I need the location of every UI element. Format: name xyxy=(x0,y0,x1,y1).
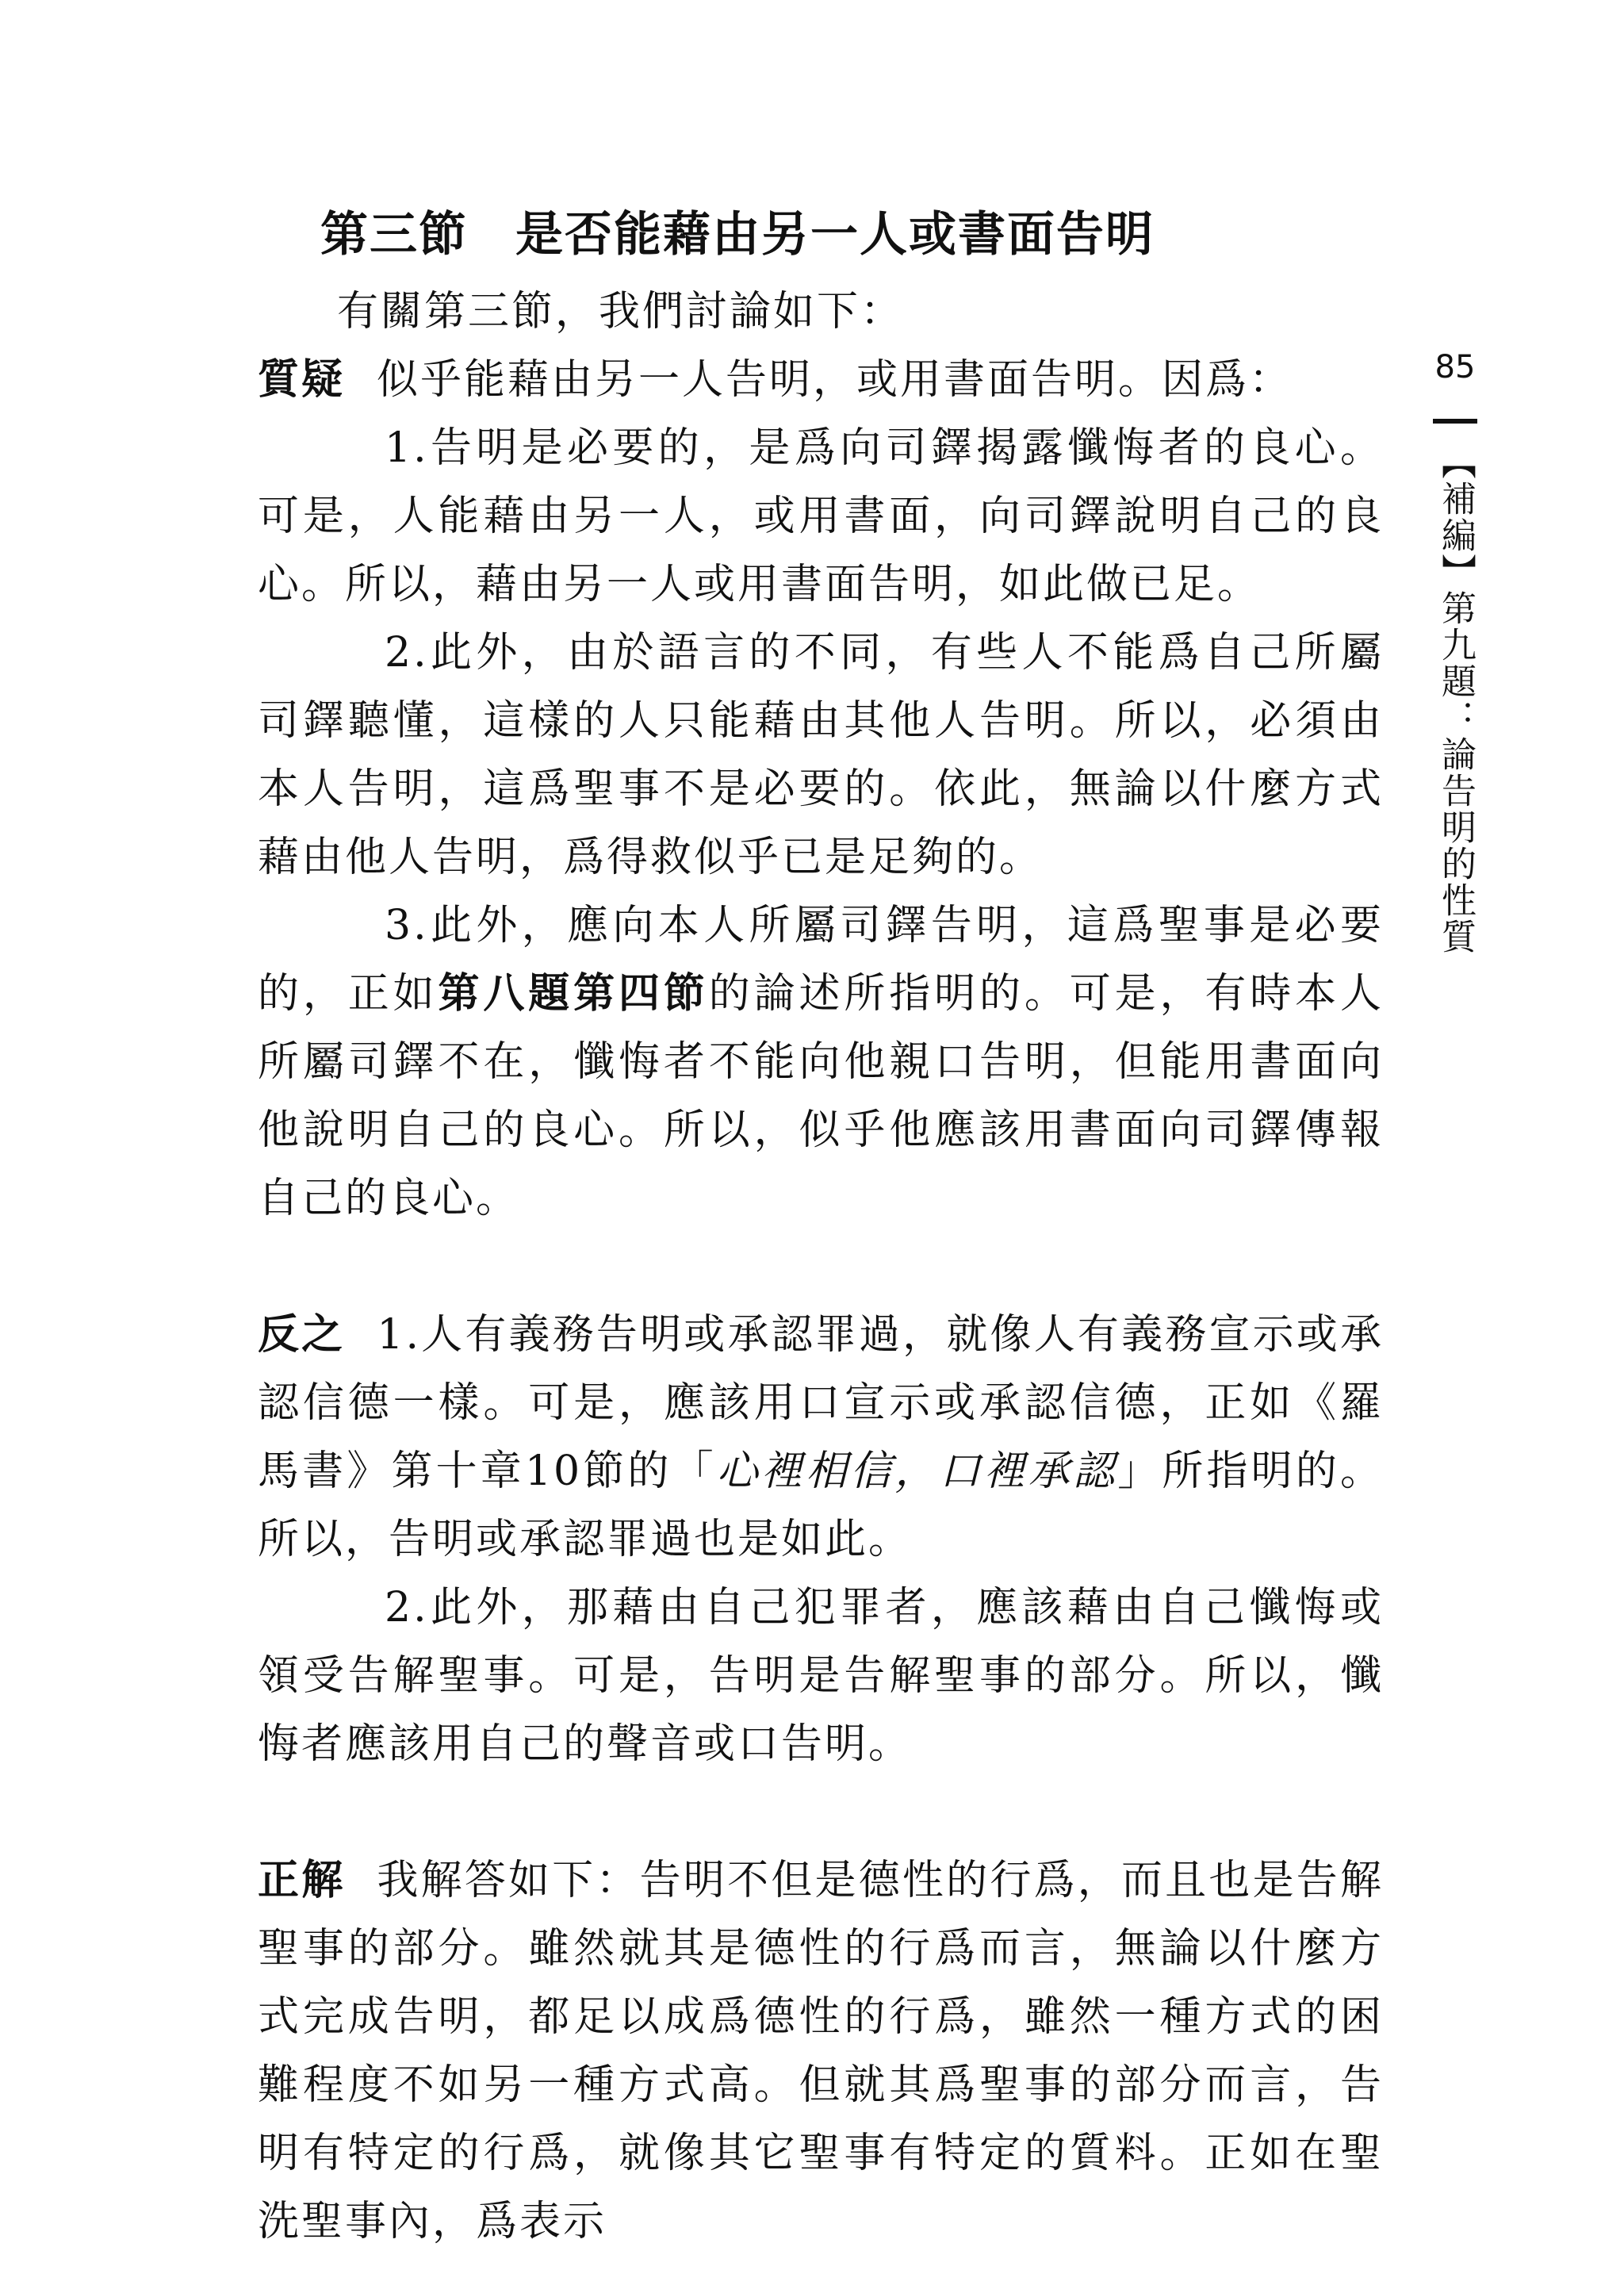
sed-contra-point-2: 2.此外，那藉由自己犯罪者，應該藉由自己懺悔或領受告解聖事。可是，告明是告解聖事的部分。所以，懺悔者應該用自己的聲音或口告明。 xyxy=(258,1584,1384,1768)
side-divider xyxy=(1433,419,1477,424)
objection-label: 質疑 xyxy=(258,356,346,404)
sed-contra-label: 反之 xyxy=(258,1311,346,1359)
scripture-quote: 心裡相信，口裡承認 xyxy=(716,1448,1118,1495)
intro-paragraph: 有關第三節，我們討論如下： xyxy=(337,288,905,336)
section-title xyxy=(262,197,1213,265)
objection-point-2: 2.此外，由於語言的不同，有些人不能爲自己所屬司鐸聽懂，這樣的人只能藉由其他人告明。所以，必須由本人告明，這爲聖事不是必要的。依此，無論以什麼方式藉由他人告明，爲得救似乎已是足夠的。 xyxy=(258,629,1384,881)
objection-lead: 質疑 似乎能藉由另一人告明，或用書面告明。因爲： xyxy=(258,356,1293,404)
answer-label: 正解 xyxy=(258,1857,346,1904)
section-number: 第三節 xyxy=(320,207,468,263)
section-heading: 是否能藉由另一人或書面告明 xyxy=(515,207,1155,263)
page-number: 85 xyxy=(1434,349,1476,385)
cross-reference: 第八題第四節 xyxy=(438,970,709,1018)
running-title: 【補編】第九題：論告明的性質 xyxy=(1435,444,1476,955)
side-margin xyxy=(1423,0,1487,1031)
main-text xyxy=(258,278,1384,2256)
objection-point-3: 3.此外，應向本人所屬司鐸告明，這爲聖事是必要的，正如第八題第四節的論述所指明的。可是，有時本人所屬司鐸不在，懺悔者不能向他親口告明，但能用書面向他說明自己的良心。所以，似乎他應該用書面向司鐸傳報自己的良心。 xyxy=(258,902,1384,1222)
objection-point-1: 1.告明是必要的，是爲向司鐸揭露懺悔者的良心。可是，人能藉由另一人，或用書面，向司鐸說明自己的良心。所以，藉由另一人或用書面告明，如此做已足。 xyxy=(258,424,1384,608)
answer-paragraph: 正解 我解答如下：告明不但是德性的行爲，而且也是告解聖事的部分。雖然就其是德性的行爲而言，無論以什麼方式完成告明，都足以成爲德性的行爲，雖然一種方式的困難程度不如另一種方式高。但就其爲聖事的部分而言，告明有特定的行爲，就像其它聖事有特定的質料。正如在聖洗聖事內，爲表示 xyxy=(258,1857,1384,2245)
sed-contra-point-1: 反之 1.人有義務告明或承認罪過，就像人有義務宣示或承認信德一樣。可是，應該用口宣示或承認信德，正如《羅馬書》第十章10節的「心裡相信，口裡承認」所指明的。所以，告明或承認罪過也是如此。 xyxy=(258,1311,1384,1563)
